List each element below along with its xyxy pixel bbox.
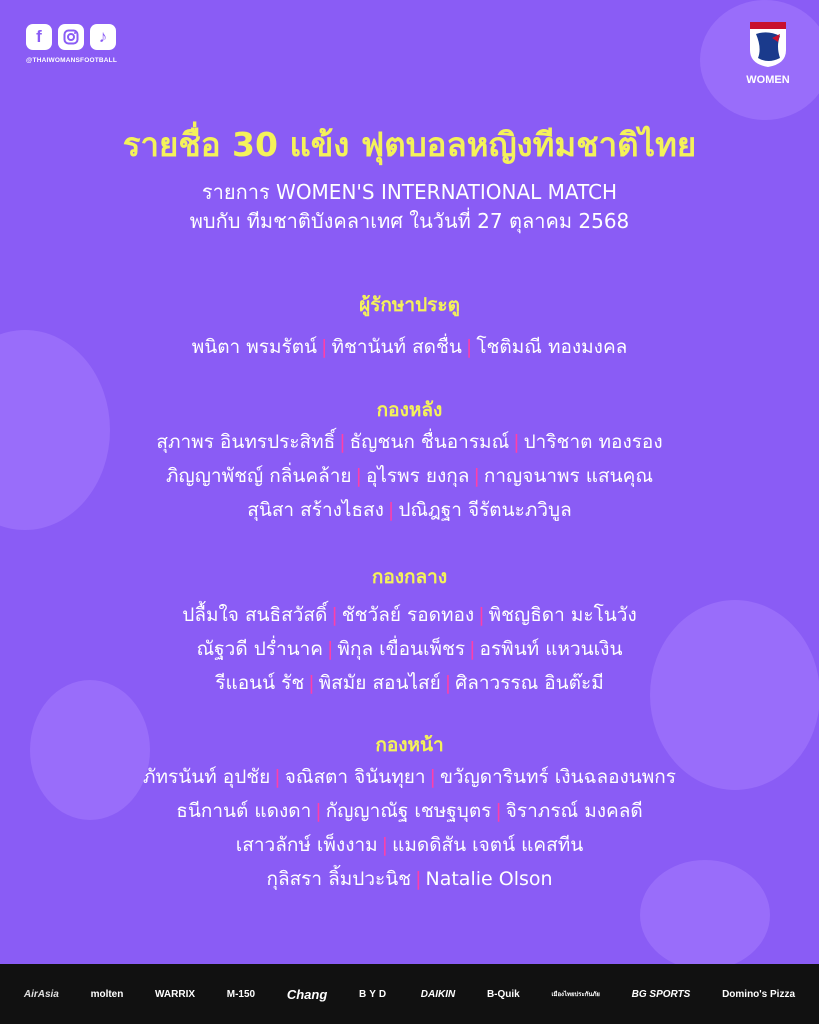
tiktok-icon[interactable]: ♪ — [90, 24, 116, 50]
player-line: เสาวลักษ์ เพ็งงาม | แมดดิสัน เจตน์ แคสทีน — [235, 834, 584, 856]
player-name: ชัชวัลย์ รอดทอง — [341, 604, 475, 626]
player-line: กุลิสรา ลิ้มปวะนิช | Natalie Olson — [266, 868, 553, 890]
player-name: ธนีกานต์ แดงดา — [176, 800, 312, 822]
player-name: กาญจนาพร แสนคุณ — [483, 465, 653, 487]
player-name: กัญญาณัฐ เชษฐบุตร — [325, 800, 492, 822]
player-name: ทิชานันท์ สดชื่น — [331, 336, 462, 358]
player-line: ธนีกานต์ แดงดา | กัญญาณัฐ เชษฐบุตร | จิราภรณ์ มงคลดี — [176, 800, 643, 822]
player-name: ขวัญดารินทร์ เงินฉลองนพกร — [439, 766, 677, 788]
player-name: ปลื้มใจ สนธิสวัสดิ์ — [182, 604, 328, 626]
sponsor-logo: AirAsia — [23, 988, 59, 1000]
sponsor-logo: molten — [90, 988, 124, 1000]
federation-crest-icon — [746, 20, 790, 68]
sponsor-logo: M-150 — [226, 988, 256, 1000]
player-name: เสาวลักษ์ เพ็งงาม — [235, 834, 378, 856]
player-name: สุภาพร อินทรประสิทธิ์ — [156, 431, 336, 453]
player-name: Natalie Olson — [425, 868, 553, 890]
player-name: ธัญชนก ชื่นอารมณ์ — [349, 431, 510, 453]
player-line: ภัทรนันท์ อุปชัย | จณิสตา จินันทุยา | ขวัญดารินทร์ เงินฉลองนพกร — [142, 766, 677, 788]
player-name: อุไรพร ยงกุล — [365, 465, 470, 487]
player-line: พนิตา พรมรัตน์ | ทิชานันท์ สดชื่น | โชติมณี ทองมงคล — [191, 336, 628, 358]
section-heading: กองกลาง — [371, 566, 448, 588]
facebook-icon[interactable]: f — [26, 24, 52, 50]
player-name: ปาริชาต ทองรอง — [523, 431, 663, 453]
sponsor-logo: B-Quik — [486, 988, 520, 1000]
subtitle-competition: รายการ WOMEN'S INTERNATIONAL MATCH — [201, 180, 618, 204]
sponsor-logo: DAIKIN — [420, 988, 456, 1000]
player-name: อรพินท์ แหวนเงิน — [479, 638, 623, 660]
player-line: ภิญญาพัชญ์ กลิ่นคล้าย | อุไรพร ยงกุล | กาญจนาพร แสนคุณ — [166, 465, 653, 487]
player-name: สุนิสา สร้างไธสง — [247, 499, 384, 521]
subtitle-match: พบกับ ทีมชาติบังคลาเทศ ในวันที่ 27 ตุลาคม 2568 — [189, 209, 630, 233]
goalkeepers-section — [0, 290, 819, 364]
section-heading: ผู้รักษาประตู — [359, 294, 460, 316]
player-name: รีแอนน์ รัช — [215, 672, 305, 694]
player-line: สุภาพร อินทรประสิทธิ์ | ธัญชนก ชื่นอารมณ์ | ปาริชาต ทองรอง — [156, 431, 663, 453]
player-name: จณิสตา จินันทุยา — [284, 766, 426, 788]
player-line: รีแอนน์ รัช | พิสมัย สอนไสย์ | ศิลาวรรณ อินต๊ะมี — [215, 672, 604, 694]
player-name: กุลิสรา ลิ้มปวะนิช — [266, 868, 412, 890]
forwards-section — [0, 730, 819, 896]
sponsor-logo: BG SPORTS — [631, 988, 691, 1000]
social-icons — [26, 24, 116, 50]
player-name: แมดดิสัน เจตน์ แคสทีน — [392, 834, 584, 856]
player-line: ปลื้มใจ สนธิสวัสดิ์ | ชัชวัลย์ รอดทอง | พิชญธิดา มะโนวัง — [182, 604, 637, 626]
sponsor-logo: Chang — [286, 986, 328, 1002]
player-name: พิกุล เขื่อนเพ็ชร — [337, 638, 466, 660]
sponsor-logo: เมืองไทยประกันภัย — [551, 992, 600, 998]
sponsor-logo: BYD — [358, 988, 390, 1000]
player-name: จิราภรณ์ มงคลดี — [505, 800, 643, 822]
player-name: ภิญญาพัชญ์ กลิ่นคล้าย — [166, 465, 352, 487]
section-heading: กองหลัง — [376, 399, 443, 421]
sponsor-bar — [0, 964, 819, 1024]
player-name: ปณิฎฐา จีรัตนะภวิบูล — [398, 499, 572, 521]
logo-label: WOMEN — [746, 74, 790, 86]
sponsor-logo: Domino's Pizza — [722, 988, 796, 1000]
player-name: ศิลาวรรณ อินต๊ะมี — [455, 672, 604, 694]
social-handle: @THAIWOMANSFOOTBALL — [26, 57, 118, 64]
midfielders-section — [0, 562, 819, 700]
thailand-women-logo — [737, 20, 799, 86]
player-line: ณัฐวดี ปร่ำนาค | พิกุล เขื่อนเพ็ชร | อรพินท์ แหวนเงิน — [196, 638, 623, 660]
player-name: พิสมัย สอนไสย์ — [318, 672, 441, 694]
defenders-section — [0, 395, 819, 527]
section-heading: กองหน้า — [375, 734, 444, 756]
player-name: ณัฐวดี ปร่ำนาค — [196, 638, 324, 660]
page-title: รายชื่อ 30 แข้ง ฟุตบอลหญิงทีมชาติไทย — [122, 125, 697, 164]
player-name: โชติมณี ทองมงคล — [476, 336, 628, 358]
player-name: พนิตา พรมรัตน์ — [191, 336, 318, 358]
player-line: สุนิสา สร้างไธสง | ปณิฎฐา จีรัตนะภวิบูล — [247, 499, 572, 521]
player-name: ภัทรนันท์ อุปชัย — [142, 766, 271, 788]
instagram-icon[interactable] — [58, 24, 84, 50]
sponsor-logo: WARRIX — [155, 988, 196, 1000]
player-name: พิชญธิดา มะโนวัง — [488, 604, 637, 626]
